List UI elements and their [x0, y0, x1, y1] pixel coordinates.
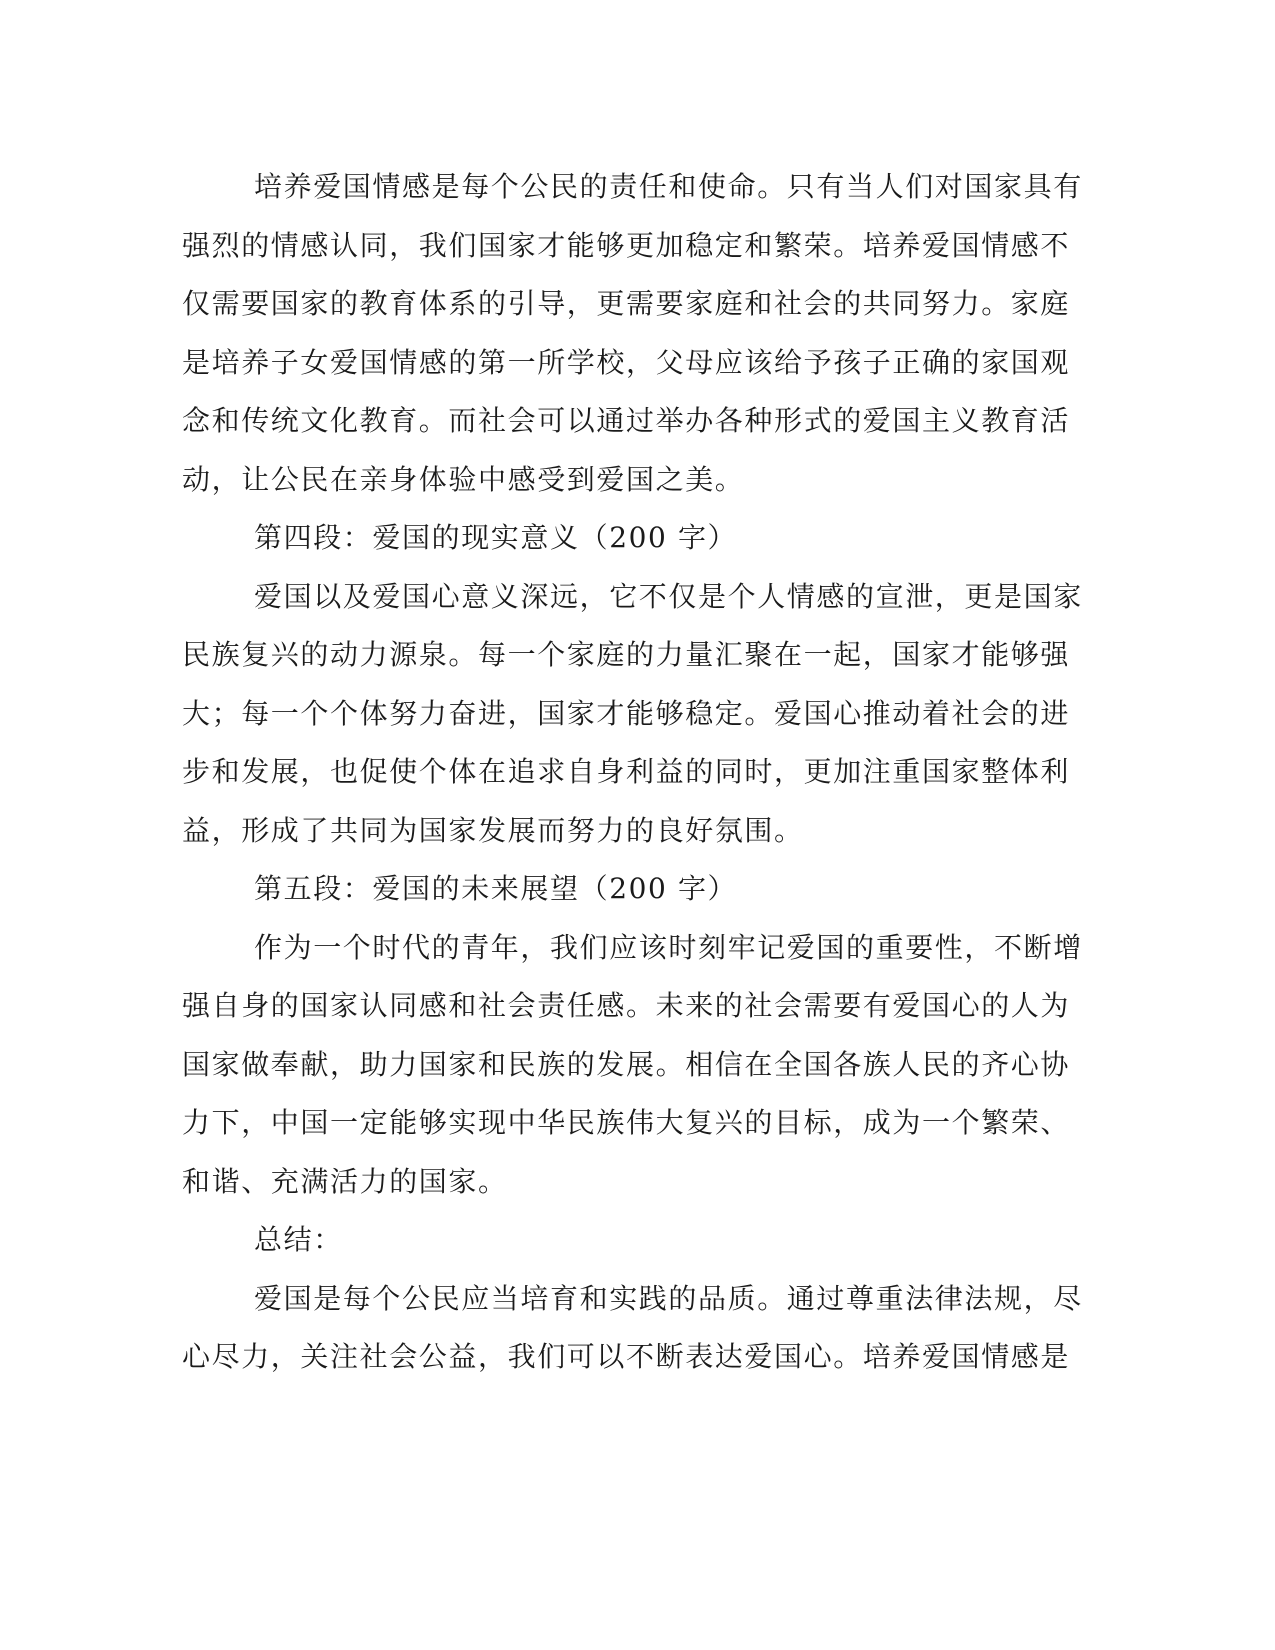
text-line: 国家做奉献，助力国家和民族的发展。相信在全国各族人民的齐心协	[182, 1047, 1071, 1081]
text-line: 念和传统文化教育。而社会可以通过举办各种形式的爱国主义教育活	[182, 404, 1071, 437]
section-heading: 总结：	[254, 1223, 343, 1256]
text-line: 爱国是每个公民应当培育和实践的品质。通过尊重法律法规，尽	[254, 1281, 1083, 1315]
text-line: 作为一个时代的青年，我们应该时刻牢记爱国的重要性，不断增	[254, 930, 1083, 964]
text-line: 心尽力，关注社会公益，我们可以不断表达爱国心。培养爱国情感是	[182, 1340, 1071, 1373]
text-line: 是培养子女爱国情感的第一所学校，父母应该给予孩子正确的家国观	[182, 345, 1071, 379]
text-line: 强烈的情感认同，我们国家才能够更加稳定和繁荣。培养爱国情感不	[182, 228, 1071, 262]
text-line: 和谐、充满活力的国家。	[182, 1164, 508, 1198]
text-line: 强自身的国家认同感和社会责任感。未来的社会需要有爱国心的人为	[182, 989, 1071, 1022]
text-line: 大；每一个个体努力奋进，国家才能够稳定。爱国心推动着社会的进	[182, 696, 1071, 730]
text-line: 动，让公民在亲身体验中感受到爱国之美。	[182, 462, 745, 496]
text-line: 仅需要国家的教育体系的引导，更需要家庭和社会的共同努力。家庭	[182, 287, 1071, 320]
text-line: 益，形成了共同为国家发展而努力的良好氛围。	[182, 813, 804, 847]
text-line: 民族复兴的动力源泉。每一个家庭的力量汇聚在一起，国家才能够强	[182, 638, 1071, 671]
section-heading: 第五段：爱国的未来展望（200 字）	[254, 872, 738, 905]
text-line: 力下，中国一定能够实现中华民族伟大复兴的目标，成为一个繁荣、	[182, 1106, 1071, 1139]
text-line: 爱国以及爱国心意义深远，它不仅是个人情感的宣泄，更是国家	[254, 579, 1083, 613]
section-heading: 第四段：爱国的现实意义（200 字）	[254, 521, 738, 554]
text-line: 步和发展，也促使个体在追求自身利益的同时，更加注重国家整体利	[182, 755, 1071, 788]
document-page	[182, 158, 1083, 1387]
text-line: 培养爱国情感是每个公民的责任和使命。只有当人们对国家具有	[254, 170, 1083, 203]
